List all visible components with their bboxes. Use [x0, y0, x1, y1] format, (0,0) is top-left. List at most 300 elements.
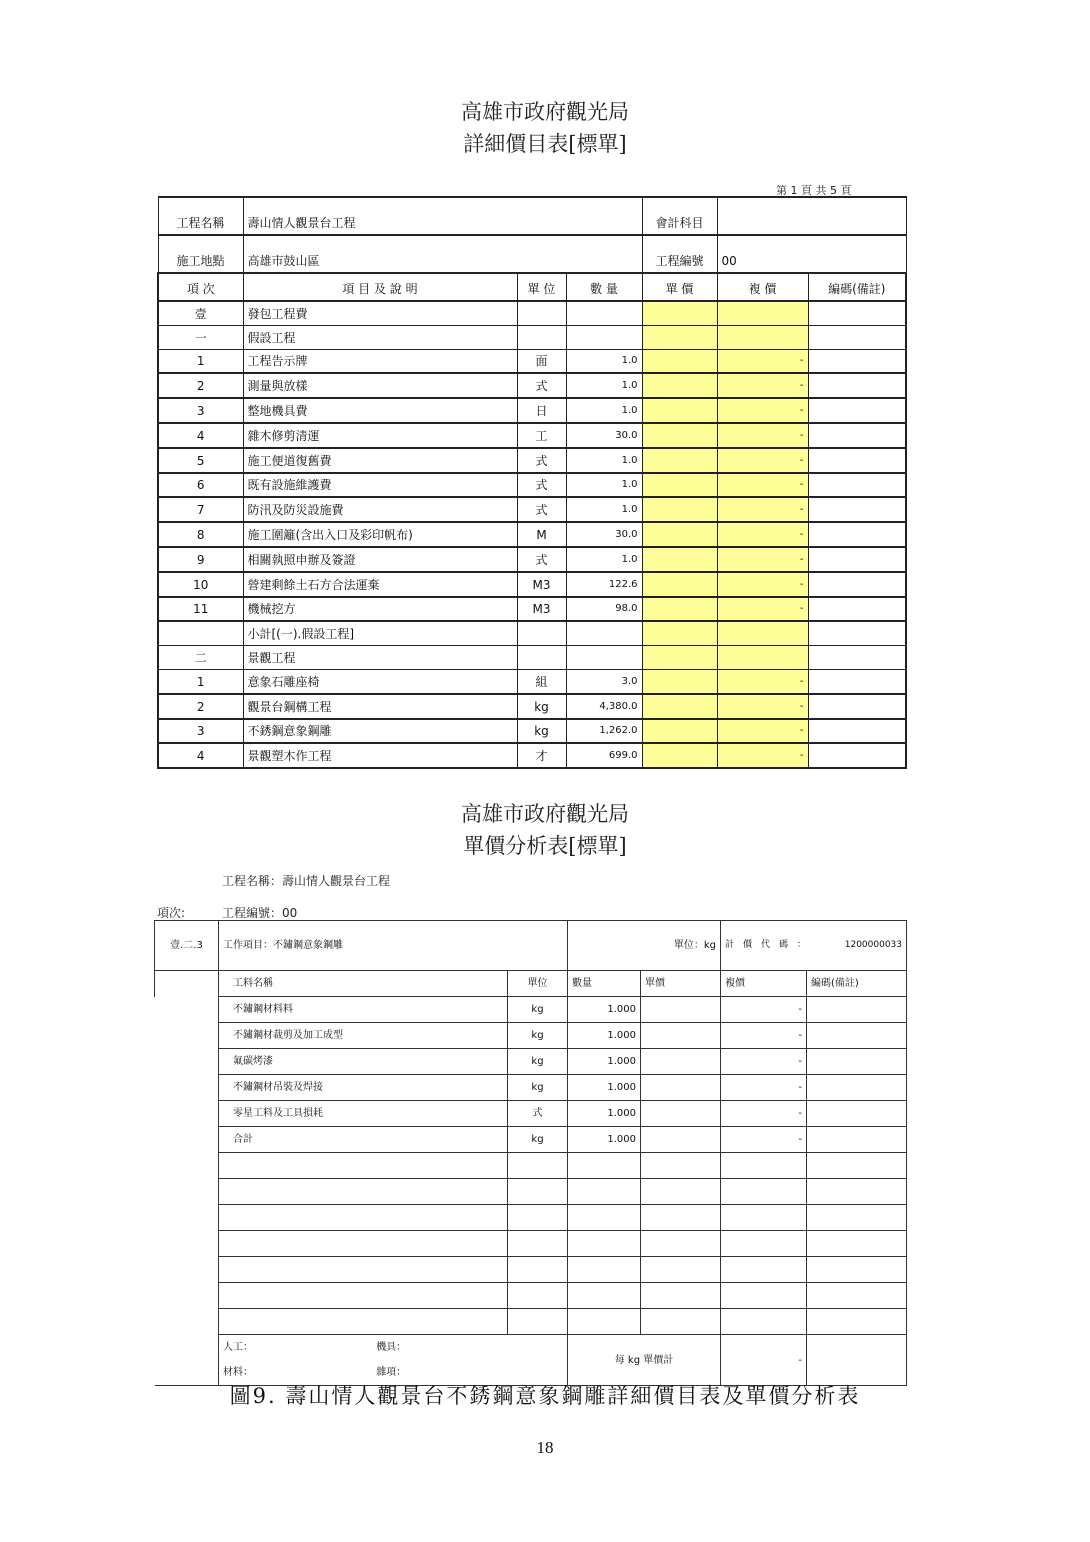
item-qty: 1.0 [566, 547, 642, 572]
material-name [219, 1205, 508, 1231]
item-unit: M3 [517, 597, 566, 622]
row-spacer [155, 1179, 219, 1205]
page-number: 18 [536, 1438, 554, 1457]
material-total: - [721, 1049, 807, 1075]
account-label: 會計科目 [642, 197, 717, 235]
item-total: - [717, 547, 808, 572]
item-unit: M3 [517, 572, 566, 597]
item-qty: 1.0 [566, 497, 642, 522]
material-note [807, 1127, 907, 1153]
material-note [807, 1231, 907, 1257]
material-name [219, 1231, 508, 1257]
table-row [155, 1283, 907, 1309]
figure-caption: 圖9. 壽山情人觀景台不銹鋼意象鋼雕詳細價目表及單價分析表 [229, 1384, 861, 1408]
item-no: 3 [158, 719, 243, 744]
price-detail-table [157, 196, 907, 769]
material-unit-price [641, 1257, 721, 1283]
item-unit-price [642, 669, 717, 693]
material-qty: 1.000 [568, 1101, 641, 1127]
item-unit: 式 [517, 497, 566, 522]
item-no: 3 [158, 398, 243, 423]
item-desc: 景觀工程 [243, 646, 517, 670]
table-row [158, 325, 906, 349]
item-note [808, 373, 906, 398]
col-header: 單價 [641, 971, 721, 997]
table-row [155, 1179, 907, 1205]
col-header: 單 位 [517, 273, 566, 301]
item-unit: 組 [517, 669, 566, 693]
item-no: 11 [158, 597, 243, 622]
table-row [155, 1075, 907, 1101]
analysis-item-label: 項次: [157, 906, 186, 920]
row-spacer [155, 997, 219, 1023]
row-spacer [155, 1049, 219, 1075]
site-label: 施工地點 [158, 235, 243, 273]
item-unit-price [642, 719, 717, 744]
material-name: 零星工料及工具損耗 [219, 1101, 508, 1127]
item-total: - [717, 473, 808, 498]
item-unit-price [642, 398, 717, 423]
material-unit [508, 1257, 568, 1283]
item-qty: 1.0 [566, 349, 642, 373]
item-unit [517, 621, 566, 645]
material-name [219, 1257, 508, 1283]
material-name: 不鏽鋼材裁剪及加工成型 [219, 1023, 508, 1049]
material-note [807, 1205, 907, 1231]
table-row [158, 473, 906, 498]
material-unit [508, 1205, 568, 1231]
per-unit-note [807, 1335, 907, 1386]
material-total: - [721, 1101, 807, 1127]
item-note [808, 349, 906, 373]
item-desc: 工程告示牌 [243, 349, 517, 373]
table-row [155, 1127, 907, 1153]
material-name [219, 1153, 508, 1179]
item-total [717, 325, 808, 349]
col-header: 單位 [508, 971, 568, 997]
item-unit-price [642, 349, 717, 373]
item-note [808, 423, 906, 448]
item-total: - [717, 669, 808, 693]
material-unit [508, 1283, 568, 1309]
material-total: - [721, 1023, 807, 1049]
item-total: - [717, 497, 808, 522]
material-unit-price [641, 1127, 721, 1153]
item-no: 二 [158, 646, 243, 670]
material-unit: 式 [508, 1101, 568, 1127]
item-qty: 1,262.0 [566, 719, 642, 744]
row-spacer [155, 1153, 219, 1179]
table-row [158, 646, 906, 670]
item-total [717, 646, 808, 670]
item-desc: 施工圍籬(含出入口及彩印帆布) [243, 522, 517, 547]
item-unit-price [642, 473, 717, 498]
item-desc: 不銹鋼意象鋼雕 [243, 719, 517, 744]
row-spacer [155, 1257, 219, 1283]
col-header: 編碼(備註) [808, 273, 906, 301]
table-row [155, 1231, 907, 1257]
item-unit: 才 [517, 743, 566, 768]
item-total: - [717, 423, 808, 448]
item-qty: 1.0 [566, 473, 642, 498]
material-unit-price [641, 1179, 721, 1205]
item-unit: 式 [517, 473, 566, 498]
item-qty: 30.0 [566, 522, 642, 547]
material-qty [568, 1153, 641, 1179]
material-qty: 1.000 [568, 997, 641, 1023]
row-spacer [155, 1101, 219, 1127]
table-row [155, 1049, 907, 1075]
item-total [717, 301, 808, 325]
material-unit-price [641, 1101, 721, 1127]
labor-machine-row [219, 1335, 568, 1361]
table-row [155, 1257, 907, 1283]
table-row [158, 669, 906, 693]
table-row [158, 694, 906, 719]
machine-label: 機具： [376, 1342, 407, 1353]
item-qty [566, 646, 642, 670]
item-total: - [717, 349, 808, 373]
table-row [158, 547, 906, 572]
item-desc: 整地機具費 [243, 398, 517, 423]
analysis-item-no: 壹.二.3 [155, 921, 219, 971]
item-note [808, 621, 906, 645]
table-row [158, 398, 906, 423]
material-total: - [721, 997, 807, 1023]
material-total [721, 1309, 807, 1335]
item-no: 1 [158, 669, 243, 693]
per-unit-value: - [721, 1335, 807, 1386]
item-qty: 3.0 [566, 669, 642, 693]
item-unit-price [642, 694, 717, 719]
item-unit: 面 [517, 349, 566, 373]
item-qty: 699.0 [566, 743, 642, 768]
item-unit-price [642, 301, 717, 325]
material-unit: kg [508, 997, 568, 1023]
col-header: 複價 [721, 971, 807, 997]
item-note [808, 398, 906, 423]
material-total: - [721, 1075, 807, 1101]
page-count: 第 1 頁 共 5 頁 [776, 184, 852, 197]
material-unit [508, 1309, 568, 1335]
material-unit [508, 1179, 568, 1205]
site-value: 高雄市鼓山區 [243, 235, 642, 273]
item-note [808, 597, 906, 622]
item-note [808, 743, 906, 768]
material-label: 材料： [223, 1367, 253, 1378]
material-qty: 1.000 [568, 1075, 641, 1101]
table-row [158, 301, 906, 325]
analysis-code [721, 921, 907, 971]
item-qty [566, 621, 642, 645]
item-desc: 雜木修剪清運 [243, 423, 517, 448]
table-row [158, 349, 906, 373]
material-qty [568, 1257, 641, 1283]
material-total: - [721, 1127, 807, 1153]
table-row [155, 1153, 907, 1179]
material-note [807, 1101, 907, 1127]
item-total: - [717, 522, 808, 547]
labor-label: 人工： [223, 1342, 253, 1353]
material-unit-price [641, 1023, 721, 1049]
material-unit-price [641, 997, 721, 1023]
account-value [717, 197, 906, 235]
material-note [807, 1283, 907, 1309]
table-row [158, 497, 906, 522]
row-spacer [155, 1283, 219, 1309]
material-unit: kg [508, 1049, 568, 1075]
item-no: 6 [158, 473, 243, 498]
item-no: 2 [158, 694, 243, 719]
item-qty: 1.0 [566, 448, 642, 473]
item-total [717, 621, 808, 645]
material-unit [508, 1231, 568, 1257]
project-number-label: 工程編號 [642, 235, 717, 273]
row-spacer [155, 1127, 219, 1153]
material-unit: kg [508, 1075, 568, 1101]
item-unit-price [642, 597, 717, 622]
col-header: 編碼(備註) [807, 971, 907, 997]
material-name: 氟碳烤漆 [219, 1049, 508, 1075]
item-qty: 122.6 [566, 572, 642, 597]
table-row [158, 621, 906, 645]
material-unit [508, 1153, 568, 1179]
item-unit: 式 [517, 448, 566, 473]
table-row [158, 373, 906, 398]
col-header: 項 次 [158, 273, 243, 301]
material-name: 合計 [219, 1127, 508, 1153]
project-name-value: 壽山情人觀景台工程 [243, 197, 642, 235]
item-qty: 1.0 [566, 398, 642, 423]
item-unit [517, 301, 566, 325]
table-row [158, 423, 906, 448]
item-unit: kg [517, 694, 566, 719]
table-row [158, 522, 906, 547]
table-row [155, 997, 907, 1023]
project-number-value: 00 [717, 235, 906, 273]
table-row [158, 448, 906, 473]
item-no: 10 [158, 572, 243, 597]
item-unit-price [642, 743, 717, 768]
item-note [808, 522, 906, 547]
item-desc: 營建剩餘土石方合法運棄 [243, 572, 517, 597]
material-qty [568, 1309, 641, 1335]
analysis-project-name: 工程名稱：壽山情人觀景台工程 [222, 874, 391, 888]
material-note [807, 1179, 907, 1205]
item-note [808, 497, 906, 522]
item-note [808, 719, 906, 744]
project-name-label: 工程名稱 [158, 197, 243, 235]
row-spacer [155, 1205, 219, 1231]
item-unit-price [642, 572, 717, 597]
col-header: 單 價 [642, 273, 717, 301]
item-qty [566, 325, 642, 349]
table-row [158, 743, 906, 768]
item-no: 4 [158, 423, 243, 448]
item-desc: 測量與放樣 [243, 373, 517, 398]
item-qty: 98.0 [566, 597, 642, 622]
item-no: 2 [158, 373, 243, 398]
material-note [807, 1257, 907, 1283]
material-qty [568, 1205, 641, 1231]
material-qty [568, 1283, 641, 1309]
analysis-subtitle: 單價分析表[標單] [463, 834, 627, 858]
item-unit-price [642, 373, 717, 398]
material-unit-price [641, 1309, 721, 1335]
item-no: 9 [158, 547, 243, 572]
table-row [155, 1023, 907, 1049]
item-desc: 既有設施維護費 [243, 473, 517, 498]
material-qty: 1.000 [568, 1049, 641, 1075]
row-spacer [155, 1309, 219, 1335]
material-name [219, 1179, 508, 1205]
item-unit: 日 [517, 398, 566, 423]
material-note [807, 1049, 907, 1075]
item-desc: 意象石雕座椅 [243, 669, 517, 693]
item-note [808, 646, 906, 670]
material-qty [568, 1231, 641, 1257]
item-no: 壹 [158, 301, 243, 325]
item-note [808, 547, 906, 572]
item-qty [566, 301, 642, 325]
material-name: 不鏽鋼材料料 [219, 997, 508, 1023]
item-desc: 小計[(一).假設工程] [243, 621, 517, 645]
item-unit-price [642, 325, 717, 349]
material-qty: 1.000 [568, 1127, 641, 1153]
material-total [721, 1231, 807, 1257]
table-row [155, 1101, 907, 1127]
item-total: - [717, 373, 808, 398]
material-name [219, 1283, 508, 1309]
material-total [721, 1179, 807, 1205]
item-qty: 4,380.0 [566, 694, 642, 719]
item-no: 1 [158, 349, 243, 373]
table-row [155, 1309, 907, 1335]
item-total: - [717, 448, 808, 473]
item-total: - [717, 572, 808, 597]
item-desc: 發包工程費 [243, 301, 517, 325]
item-note [808, 325, 906, 349]
analysis-project-number: 工程編號：00 [222, 906, 298, 920]
item-no: 5 [158, 448, 243, 473]
item-desc: 景觀塑木作工程 [243, 743, 517, 768]
material-unit-price [641, 1205, 721, 1231]
item-unit: 式 [517, 373, 566, 398]
item-desc: 施工便道復舊費 [243, 448, 517, 473]
table-row [158, 719, 906, 744]
item-unit-price [642, 423, 717, 448]
material-unit-price [641, 1153, 721, 1179]
col-header: 工料名稱 [219, 971, 508, 997]
item-unit-price [642, 547, 717, 572]
material-unit: kg [508, 1127, 568, 1153]
material-total [721, 1205, 807, 1231]
item-note [808, 694, 906, 719]
table-row [158, 597, 906, 622]
item-no [158, 621, 243, 645]
material-unit-price [641, 1049, 721, 1075]
item-note [808, 301, 906, 325]
row-spacer [155, 1231, 219, 1257]
item-total: - [717, 743, 808, 768]
item-no: 8 [158, 522, 243, 547]
item-total: - [717, 398, 808, 423]
item-note [808, 448, 906, 473]
col-header: 數量 [568, 971, 641, 997]
item-no: 4 [158, 743, 243, 768]
item-no: 一 [158, 325, 243, 349]
item-unit: 式 [517, 547, 566, 572]
analysis-code-value: 1200000033 [844, 940, 903, 950]
item-note [808, 669, 906, 693]
material-total [721, 1283, 807, 1309]
misc-label: 雜項： [376, 1367, 407, 1378]
item-total: - [717, 694, 808, 719]
material-unit-price [641, 1231, 721, 1257]
item-unit: kg [517, 719, 566, 744]
material-unit-price [641, 1283, 721, 1309]
item-note [808, 572, 906, 597]
material-total [721, 1257, 807, 1283]
item-unit: 工 [517, 423, 566, 448]
item-unit-price [642, 621, 717, 645]
material-qty [568, 1179, 641, 1205]
item-note [808, 473, 906, 498]
col-header: 數 量 [566, 273, 642, 301]
item-total: - [717, 597, 808, 622]
col-header: 複 價 [717, 273, 808, 301]
row-spacer [155, 1023, 219, 1049]
table-row [158, 572, 906, 597]
item-desc: 假設工程 [243, 325, 517, 349]
item-desc: 防汛及防災設施費 [243, 497, 517, 522]
analysis-unit: 單位：kg [568, 921, 721, 971]
material-note [807, 1153, 907, 1179]
material-note [807, 997, 907, 1023]
material-unit: kg [508, 1023, 568, 1049]
item-no: 7 [158, 497, 243, 522]
item-unit-price [642, 522, 717, 547]
document-subtitle: 詳細價目表[標單] [463, 132, 627, 156]
item-unit-price [642, 497, 717, 522]
item-unit-price [642, 448, 717, 473]
material-note [807, 1023, 907, 1049]
material-unit-price [641, 1075, 721, 1101]
material-name [219, 1309, 508, 1335]
item-desc: 相關執照申辦及簽證 [243, 547, 517, 572]
unit-price-analysis-table [154, 920, 907, 1386]
item-unit [517, 325, 566, 349]
item-total: - [717, 719, 808, 744]
analysis-work-item: 工作項目：不鏽鋼意象鋼雕 [219, 921, 568, 971]
item-desc: 機械挖方 [243, 597, 517, 622]
document-title: 高雄市政府觀光局 [461, 100, 629, 124]
material-note [807, 1309, 907, 1335]
material-note [807, 1075, 907, 1101]
item-unit [517, 646, 566, 670]
item-qty: 1.0 [566, 373, 642, 398]
col-header: 項 目 及 說 明 [243, 273, 517, 301]
item-unit: M [517, 522, 566, 547]
material-total [721, 1153, 807, 1179]
material-qty: 1.000 [568, 1023, 641, 1049]
material-name: 不鏽鋼材吊裝及焊接 [219, 1075, 508, 1101]
analysis-code-label: 計 價 代 碼 ： [725, 940, 807, 950]
per-unit-label: 每 kg 單價計 [568, 1335, 721, 1386]
item-desc: 觀景台鋼構工程 [243, 694, 517, 719]
analysis-title: 高雄市政府觀光局 [461, 802, 629, 826]
table-row [155, 1205, 907, 1231]
